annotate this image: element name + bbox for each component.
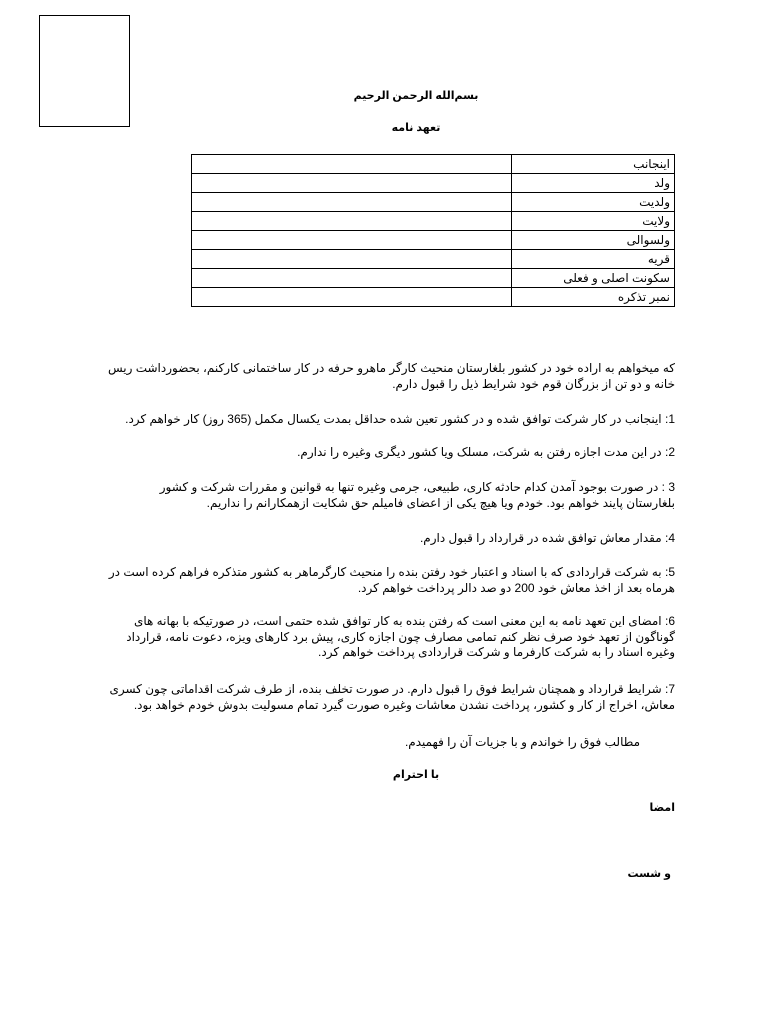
table-row xyxy=(192,288,675,307)
table-row xyxy=(192,212,675,231)
basmala-heading: بسم‌الله الرحمن الرحیم xyxy=(353,90,479,102)
row-value-province xyxy=(192,212,512,231)
row-value-residence xyxy=(192,269,512,288)
row-value-id-number xyxy=(192,288,512,307)
row-label-id-number: نمبر تذکره xyxy=(511,288,674,307)
row-value-village xyxy=(192,250,512,269)
clause-6: 6: امضای این تعهد نامه به این معنی است که رفتن بنده به کار توافق شده حتمی است، در صورتیکه با بهانه های گوناگون از تعهد خود صرف نظر کنم تمامی مصارف چون اجازه کاری، پیش برد کارهای ویزه، دعوت نامه، قرارداد وغیره اسناد را به شرکت کارفرما و شرکت قراردادی پرداخت خواهم کرد. xyxy=(126,614,675,659)
intro-paragraph: که میخواهم به اراده خود در کشور بلغارستان منحیث کارگر ماهرو حرفه در کار ساختمانی کارکنم، بحضورداشت ریس خانه و دو تن از بزرگان قوم خود شرایط ذیل را قبول دارم. xyxy=(107,361,675,391)
row-label-parentage: ولدیت xyxy=(511,193,674,212)
row-value-son-of xyxy=(192,174,512,193)
clause-7: 7: شرایط قرارداد و همچنان شرایط فوق را قبول دارم. در صورت تخلف بنده، از طرف شرکت اقداماتی چون کسری معاش، اخراج از کار و کشور، پرداخت نشدن معاشات وغیره صورت گیرد تمام مسولیت بدوش خودم خواهد بود. xyxy=(109,682,675,712)
closing-regards: با احترام xyxy=(392,769,440,781)
table-row xyxy=(192,155,675,174)
acknowledgement-line: مطالب فوق را خواندم و با جزیات آن را فهمیدم. xyxy=(404,735,640,749)
clause-5: 5: به شرکت قراردادی که با اسناد و اعتبار خود رفتن بنده را منحیث کارگرماهر به کشور متذکره فراهم کرده است در هرماه بعد از اخذ معاش خود 200 دو صد دالر پرداخت خواهم کرد. xyxy=(108,565,675,595)
row-label-province: ولایت xyxy=(511,212,674,231)
table-row xyxy=(192,269,675,288)
document-title: تعهد نامه xyxy=(391,122,441,134)
thumbprint-label: و شست xyxy=(627,868,671,880)
row-label-village: قریه xyxy=(511,250,674,269)
clause-3: 3 : در صورت بوجود آمدن کدام حادثه کاری، طبیعی، جرمی وغیره تنها به قوانین و مقررات شرکت و کشور بلغارستان پایند خواهم بود. خودم ویا هیچ یکی از اعضای فامیلم حق شکایت ازهمکارانم را نداریم. xyxy=(159,480,675,510)
personal-info-table xyxy=(191,154,675,307)
clause-4: 4: مقدار معاش توافق شده در قرارداد را قبول دارم. xyxy=(419,531,675,545)
photo-placeholder-box xyxy=(39,15,130,127)
table-row xyxy=(192,231,675,250)
row-label-name: اینجانب xyxy=(511,155,674,174)
row-value-parentage xyxy=(192,193,512,212)
table-row xyxy=(192,174,675,193)
clause-2: 2: در این مدت اجازه رفتن به شرکت، مسلک ویا کشور دیگری وغیره را ندارم. xyxy=(297,445,675,459)
row-label-residence: سکونت اصلی و فعلی xyxy=(511,269,674,288)
row-value-name xyxy=(192,155,512,174)
row-label-district: ولسوالی xyxy=(511,231,674,250)
clause-1: 1: اینجانب در کار شرکت توافق شده و در کشور تعین شده حداقل بمدت یکسال مکمل (365 روز) کار خواهم کرد. xyxy=(125,412,675,426)
table-row xyxy=(192,193,675,212)
signature-label: امضا xyxy=(649,802,675,814)
row-value-district xyxy=(192,231,512,250)
row-label-son-of: ولد xyxy=(511,174,674,193)
table-row xyxy=(192,250,675,269)
